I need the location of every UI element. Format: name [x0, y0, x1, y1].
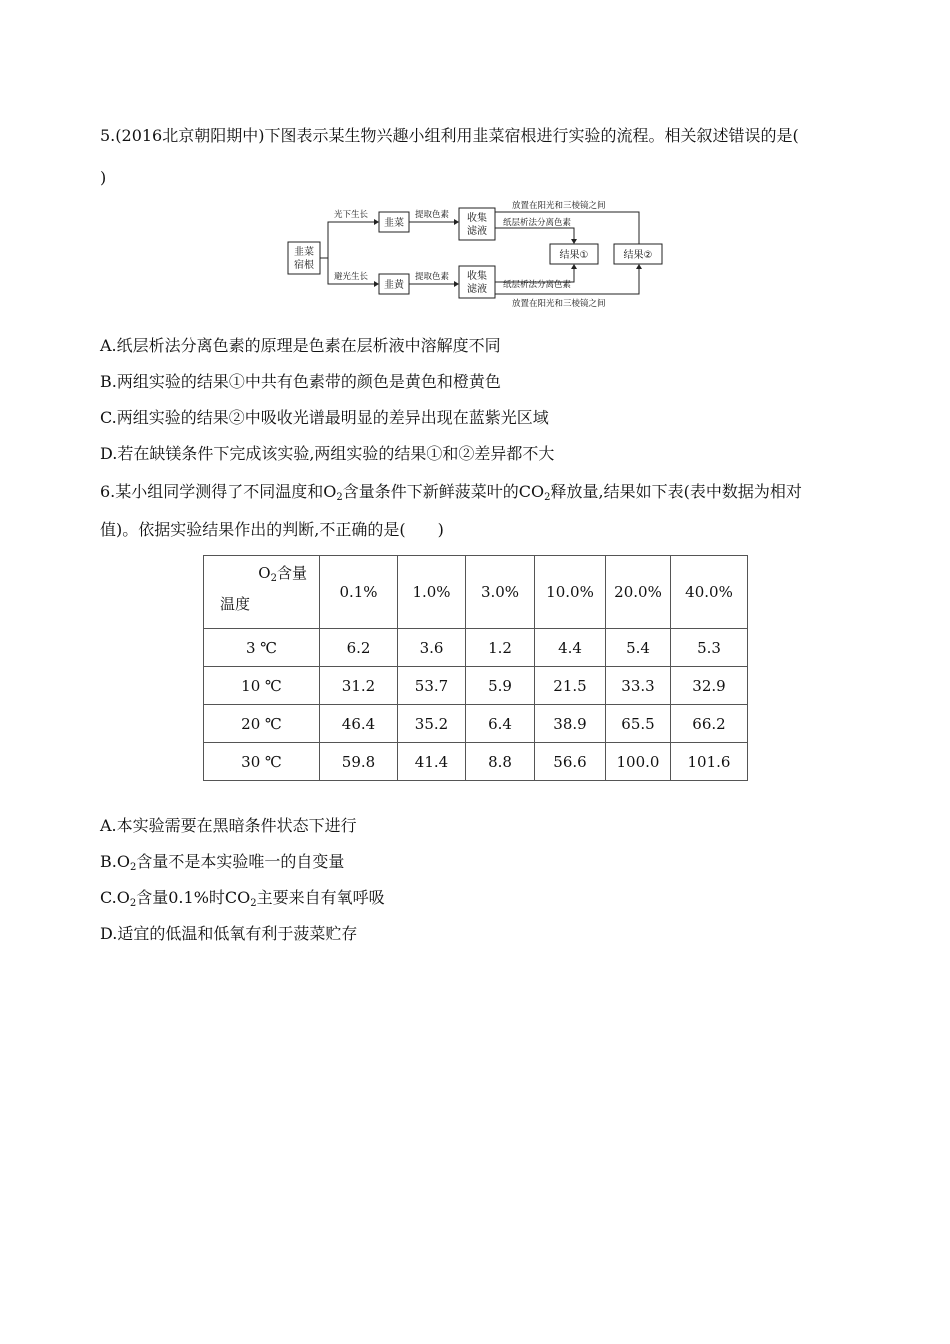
table-cell: 21.5	[535, 667, 606, 705]
q6-option-a: A.本实验需要在黑暗条件状态下进行	[100, 816, 357, 835]
result2-label: 结果②	[623, 250, 653, 261]
arrowhead	[454, 281, 459, 287]
table-corner-cell	[204, 556, 320, 629]
table-cell: 1.2	[466, 629, 535, 667]
branch-top-label: 光下生长	[334, 210, 369, 220]
q5-stem: 5.(2016北京朝阳期中)下图表示某生物兴趣小组利用韭菜宿根进行实验的流程。相关叙述错误的是(	[100, 126, 799, 145]
table-cell: 5.3	[671, 629, 748, 667]
q5-flow-diagram	[284, 196, 664, 312]
table-cell: 6.2	[320, 629, 398, 667]
table-cell: 5.4	[606, 629, 671, 667]
extract-bottom-label: 提取色素	[415, 272, 450, 282]
light-bottom-label: 放置在阳光和三棱镜之间	[512, 299, 606, 309]
extract-top-label: 提取色素	[415, 210, 450, 220]
table-cell: 31.2	[320, 667, 398, 705]
plant-bottom-label: 韭黄	[384, 280, 404, 291]
arrowhead	[374, 281, 379, 287]
arrowhead	[571, 239, 577, 244]
table-cell: 100.0	[606, 743, 671, 781]
table-cell: 41.4	[398, 743, 466, 781]
row-temp: 30 ℃	[204, 743, 320, 781]
arrowhead	[571, 264, 577, 269]
table-cell: 59.8	[320, 743, 398, 781]
table-row	[204, 667, 748, 705]
q6-stem-text: 6.某小组同学测得了不同温度和O	[100, 482, 337, 501]
q6-stem-line1	[100, 482, 802, 508]
branch-top-line	[320, 222, 374, 258]
arrowhead	[636, 264, 642, 269]
q5-option-c: C.两组实验的结果②中吸收光谱最明显的差异出现在蓝紫光区域	[100, 408, 549, 427]
q6-data-table	[203, 555, 748, 781]
col-header: 20.0%	[606, 556, 671, 629]
subscript: 2	[544, 492, 551, 503]
col-header: 40.0%	[671, 556, 748, 629]
collect-top-label-2: 滤液	[467, 226, 487, 237]
plant-top-label: 韭菜	[384, 218, 404, 229]
q6-option-c: $C.O_2$含量0.1%时$CO_2$主要来自有氧呼吸	[100, 888, 385, 909]
root-label-2: 宿根	[294, 260, 314, 271]
separate-bottom-label: 纸层析法分离色素	[503, 280, 572, 290]
result1-label: 结果①	[559, 250, 589, 261]
col-header: 10.0%	[535, 556, 606, 629]
light-top-label: 放置在阳光和三棱镜之间	[512, 201, 606, 211]
q6-stem-line2: 值)。依据实验结果作出的判断,不正确的是( )	[100, 520, 444, 539]
q5-option-d: D.若在缺镁条件下完成该实验,两组实验的结果①和②差异都不大	[100, 444, 555, 463]
table-cell: 53.7	[398, 667, 466, 705]
subscript: 2	[336, 492, 343, 503]
q6-option-b: $B.O_2$含量不是本实验唯一的自变量	[100, 852, 345, 873]
q5-paren-close: )	[100, 168, 107, 187]
col-header: 3.0%	[466, 556, 535, 629]
table-cell: 33.3	[606, 667, 671, 705]
table-cell: 3.6	[398, 629, 466, 667]
branch-bottom-label: 避光生长	[334, 272, 369, 282]
table-cell: 4.4	[535, 629, 606, 667]
q6-stem-text: 含量条件下新鲜菠菜叶的CO	[342, 482, 545, 501]
row-temp: 20 ℃	[204, 705, 320, 743]
row-temp: 3 ℃	[204, 629, 320, 667]
table-cell: 101.6	[671, 743, 748, 781]
table-cell: 65.5	[606, 705, 671, 743]
table-cell: 56.6	[535, 743, 606, 781]
table-cell: 5.9	[466, 667, 535, 705]
corner-temp-label: 温度	[220, 595, 251, 613]
table-row	[204, 629, 748, 667]
table-cell: 8.8	[466, 743, 535, 781]
corner-o2-label: $O_2$含量	[258, 564, 307, 584]
collect-bottom-label-1: 收集	[467, 271, 487, 282]
row-temp: 10 ℃	[204, 667, 320, 705]
table-cell: 6.4	[466, 705, 535, 743]
q5-option-b: B.两组实验的结果①中共有色素带的颜色是黄色和橙黄色	[100, 372, 501, 391]
col-header: 0.1%	[320, 556, 398, 629]
table-cell: 35.2	[398, 705, 466, 743]
table-row	[204, 705, 748, 743]
table-cell: 66.2	[671, 705, 748, 743]
table-header-row	[204, 556, 748, 629]
table-cell: 46.4	[320, 705, 398, 743]
q6-option-d: D.适宜的低温和低氧有利于菠菜贮存	[100, 924, 358, 943]
separate-top-line	[495, 228, 574, 239]
q5-option-a: A.纸层析法分离色素的原理是色素在层析液中溶解度不同	[100, 336, 501, 355]
table-row	[204, 743, 748, 781]
collect-bottom-label-2: 滤液	[467, 284, 487, 295]
col-header: 1.0%	[398, 556, 466, 629]
collect-top-label-1: 收集	[467, 213, 487, 224]
separate-top-label: 纸层析法分离色素	[503, 218, 572, 228]
q6-stem-text: 释放量,结果如下表(表中数据为相对	[550, 482, 802, 501]
table-cell: 38.9	[535, 705, 606, 743]
arrowhead	[374, 219, 379, 225]
arrowhead	[454, 219, 459, 225]
root-label-1: 韭菜	[294, 247, 314, 258]
table-cell: 32.9	[671, 667, 748, 705]
